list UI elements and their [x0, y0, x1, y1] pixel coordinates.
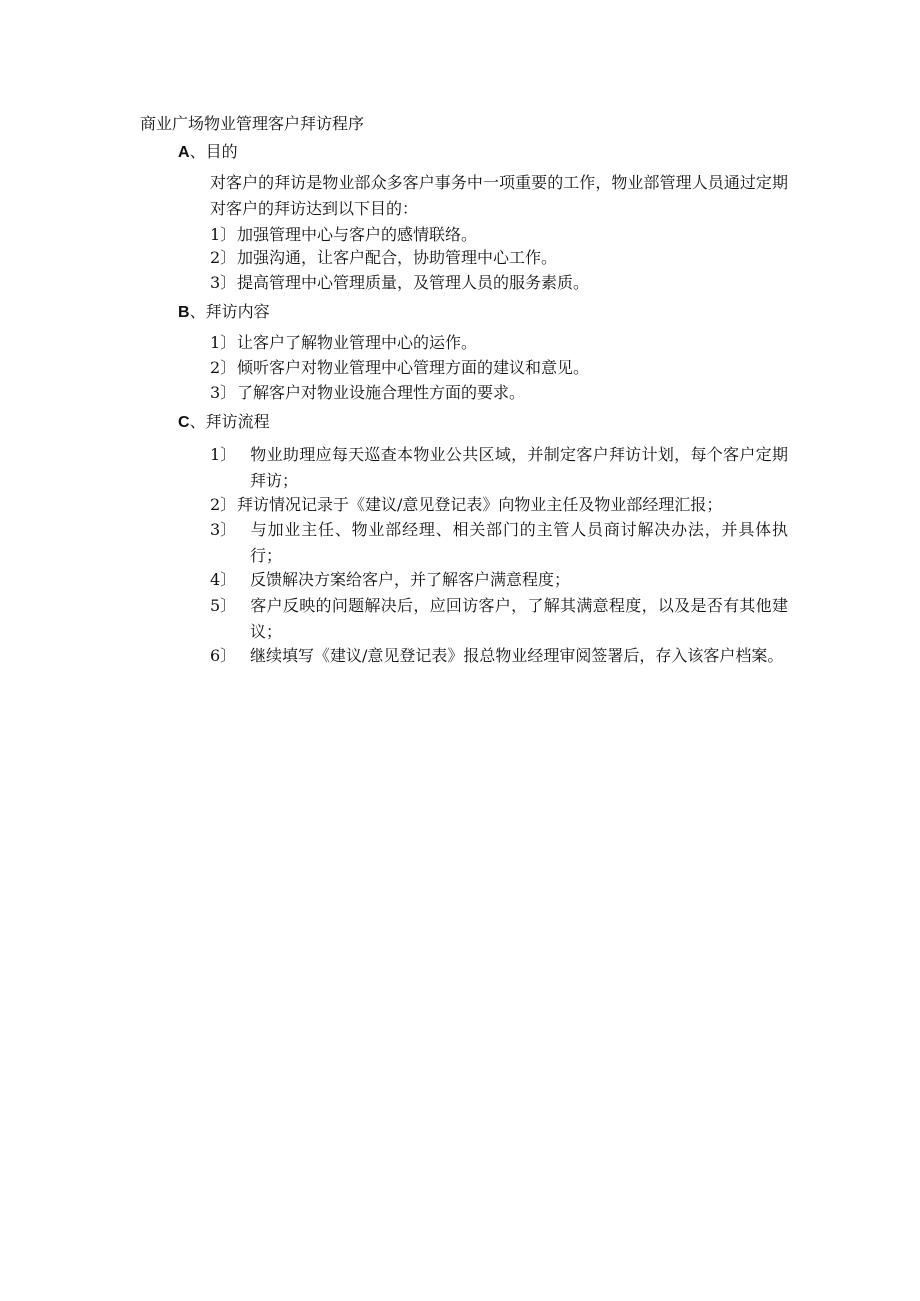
item-text: 与加业主任、物业部经理、相关部门的主管人员商讨解决办法，并具体执行；	[250, 520, 788, 565]
item-text: 客户反映的问题解决后，应回访客户，了解其满意程度，以及是否有其他建议；	[250, 596, 788, 641]
section-letter: B	[178, 304, 190, 321]
section-heading-text: 、拜访内容	[189, 302, 270, 321]
section-letter: A	[178, 144, 190, 161]
item-number: 3〕	[210, 383, 237, 402]
list-item	[210, 380, 788, 406]
section-a-intro: 对客户的拜访是物业部众多客户事务中一项重要的工作，物业部管理人员通过定期对客户的拜访达到以下目的：	[210, 173, 788, 218]
document-title: 商业广场物业管理客户拜访程序	[140, 114, 365, 133]
item-text: 加强沟通，让客户配合，协助管理中心工作。	[237, 248, 558, 267]
item-number: 3〕	[210, 273, 237, 292]
item-text: 反馈解决方案给客户，并了解客户满意程度；	[250, 570, 571, 589]
item-number: 1〕	[210, 333, 237, 352]
item-number: 1〕	[210, 445, 237, 464]
section-heading-text: 、目的	[189, 142, 238, 161]
list-item	[210, 245, 788, 271]
list-item	[210, 442, 788, 494]
item-text: 让客户了解物业管理中心的运作。	[237, 333, 478, 352]
item-number: 3〕	[210, 520, 237, 539]
section-heading-a	[178, 140, 238, 165]
list-item	[210, 593, 788, 645]
section-heading-b	[178, 300, 270, 325]
item-text: 加强管理中心与客户的感情联络。	[237, 225, 478, 244]
list-item	[210, 355, 788, 381]
item-number: 1〕	[210, 225, 237, 244]
item-number: 2〕	[210, 358, 237, 377]
item-text: 提高管理中心管理质量，及管理人员的服务素质。	[237, 273, 590, 292]
section-heading-c	[178, 410, 270, 435]
list-item	[210, 330, 788, 356]
list-item	[210, 643, 788, 669]
item-number: 2〕	[210, 495, 237, 514]
list-item	[210, 567, 788, 593]
item-number: 4〕	[210, 570, 237, 589]
item-text: 物业助理应每天巡查本物业公共区域，并制定客户拜访计划，每个客户定期拜访；	[250, 445, 788, 490]
section-heading-text: 、拜访流程	[189, 412, 270, 431]
list-item	[210, 270, 788, 296]
list-item	[210, 517, 788, 569]
item-text: 倾听客户对物业管理中心管理方面的建议和意见。	[237, 358, 590, 377]
list-item	[210, 492, 788, 518]
item-number: 6〕	[210, 646, 237, 665]
item-text: 了解客户对物业设施合理性方面的要求。	[237, 383, 526, 402]
item-text: 拜访情况记录于《建议/意见登记表》向物业主任及物业部经理汇报；	[237, 495, 723, 514]
section-letter: C	[178, 414, 190, 431]
item-number: 5〕	[210, 596, 237, 615]
item-number: 2〕	[210, 248, 237, 267]
item-text: 继续填写《建议/意见登记表》报总物业经理审阅签署后，存入该客户档案。	[250, 646, 784, 665]
